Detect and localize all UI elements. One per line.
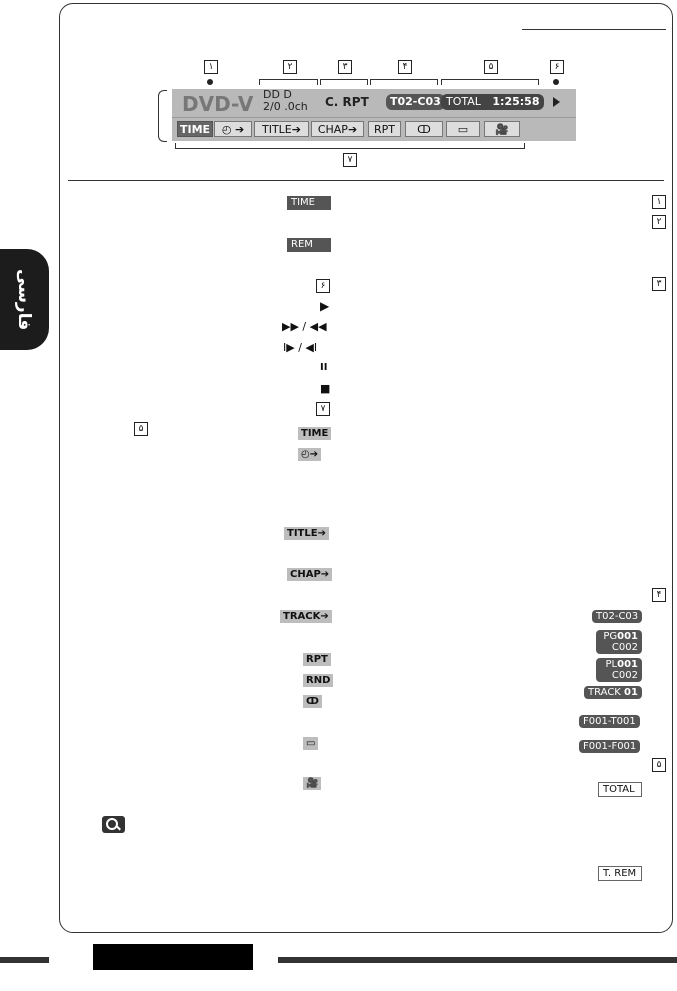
- callout-6-section: ۶: [316, 279, 330, 293]
- callout-7-section: ۷: [316, 402, 330, 416]
- callout-6: ۶: [550, 60, 564, 74]
- total-time: 1:25:58: [492, 95, 540, 108]
- title-remaining-chip: T. REM: [598, 866, 642, 881]
- time-key[interactable]: TIME: [177, 121, 213, 137]
- title-key-chip: TITLE➔: [284, 527, 329, 540]
- track-value: 01: [624, 687, 638, 698]
- title-key[interactable]: TITLE➔: [254, 121, 309, 137]
- time-indicator-chip: TIME: [287, 196, 331, 210]
- track-chip: [584, 686, 642, 699]
- audio-format-text: DD D: [263, 88, 292, 101]
- callout-1: ۱: [204, 60, 218, 74]
- program-value: 001: [617, 631, 638, 642]
- chapter-key[interactable]: CHAP➔: [311, 121, 364, 137]
- chapter-key-chip: CHAP➔: [287, 568, 332, 581]
- language-tab[interactable]: [0, 249, 49, 350]
- callout-7-bracket: [175, 143, 525, 149]
- callout-2-section: ۲: [652, 215, 666, 229]
- subtitle-key-chip: ▭: [303, 737, 318, 750]
- callout-2: ۲: [283, 60, 297, 74]
- clock-key-chip: ◴➔: [298, 448, 321, 461]
- repeat-key-chip: RPT: [303, 653, 331, 666]
- section-divider: [68, 180, 664, 181]
- audio-key[interactable]: ↀ: [405, 121, 443, 137]
- play-status-icon: [553, 97, 560, 107]
- title-chapter-chip: T02-C03: [592, 610, 642, 623]
- play-icon: ▶: [320, 299, 330, 313]
- callout-7: ۷: [343, 153, 357, 167]
- angle-key-chip: 🎥: [303, 777, 321, 790]
- callout-5-inline: ۵: [134, 422, 148, 436]
- remaining-indicator-chip: REM: [287, 238, 331, 252]
- callout-4: ۴: [398, 60, 412, 74]
- total-chip: TOTAL: [598, 782, 642, 797]
- callout-3: ۳: [338, 60, 352, 74]
- callout-2-bracket: [259, 79, 318, 85]
- audio-format: [263, 89, 308, 113]
- display-brace: [158, 90, 167, 142]
- audio-key-chip: ↀ: [303, 695, 322, 708]
- program-chip: [596, 630, 642, 654]
- random-key-chip: RND: [303, 674, 333, 687]
- stop-icon: ■: [320, 382, 331, 395]
- subtitle-key[interactable]: ▭: [446, 121, 480, 137]
- slow-motion-icon: I▶ / ◀I: [283, 341, 318, 354]
- total-time-indicator: [441, 94, 544, 110]
- program-label: PG: [603, 631, 618, 642]
- language-label: فارسی: [14, 269, 34, 331]
- playlist-chapter: C002: [611, 670, 638, 681]
- callout-1-section: ۱: [652, 195, 666, 209]
- program-chapter: C002: [611, 642, 638, 653]
- callout-5: ۵: [484, 60, 498, 74]
- callout-3-bracket: [320, 79, 368, 85]
- footer-bar-right: [278, 957, 677, 963]
- search-icon: [102, 816, 125, 833]
- playlist-value: 001: [617, 659, 638, 670]
- track-label: TRACK: [588, 687, 621, 698]
- repeat-key[interactable]: RPT: [368, 121, 401, 137]
- channel-text: 2/0 .0ch: [263, 100, 308, 113]
- callout-1-dot: [207, 79, 213, 85]
- callout-3-section: ۳: [652, 277, 666, 291]
- angle-key[interactable]: 🎥: [484, 121, 520, 137]
- repeat-mode: C. RPT: [325, 95, 369, 109]
- callout-6-dot: [553, 79, 559, 85]
- total-label: TOTAL: [446, 95, 481, 108]
- heading-rule: [522, 29, 666, 30]
- playlist-label: PL: [605, 659, 618, 670]
- footer-bar-left: [0, 957, 49, 963]
- playlist-chip: [596, 658, 642, 682]
- fast-forward-rewind-icon: ▶▶ / ◀◀: [282, 320, 327, 333]
- folder-folder-chip: F001-F001: [579, 740, 640, 753]
- footer-label-block: [93, 944, 253, 970]
- disc-type: DVD-V: [182, 92, 254, 116]
- display-separator: [172, 117, 576, 118]
- time-key-chip: TIME: [298, 427, 331, 440]
- title-chapter-indicator: T02-C03: [386, 94, 445, 110]
- callout-5-section: ۵: [652, 758, 666, 772]
- clock-key[interactable]: ◴ ➔: [214, 121, 252, 137]
- callout-4-bracket: [370, 79, 438, 85]
- track-key-chip: TRACK➔: [280, 610, 332, 623]
- callout-5-bracket: [441, 79, 539, 85]
- callout-4-section: ۴: [652, 588, 666, 602]
- pause-icon: II: [320, 362, 328, 373]
- folder-track-chip: F001-T001: [579, 715, 640, 728]
